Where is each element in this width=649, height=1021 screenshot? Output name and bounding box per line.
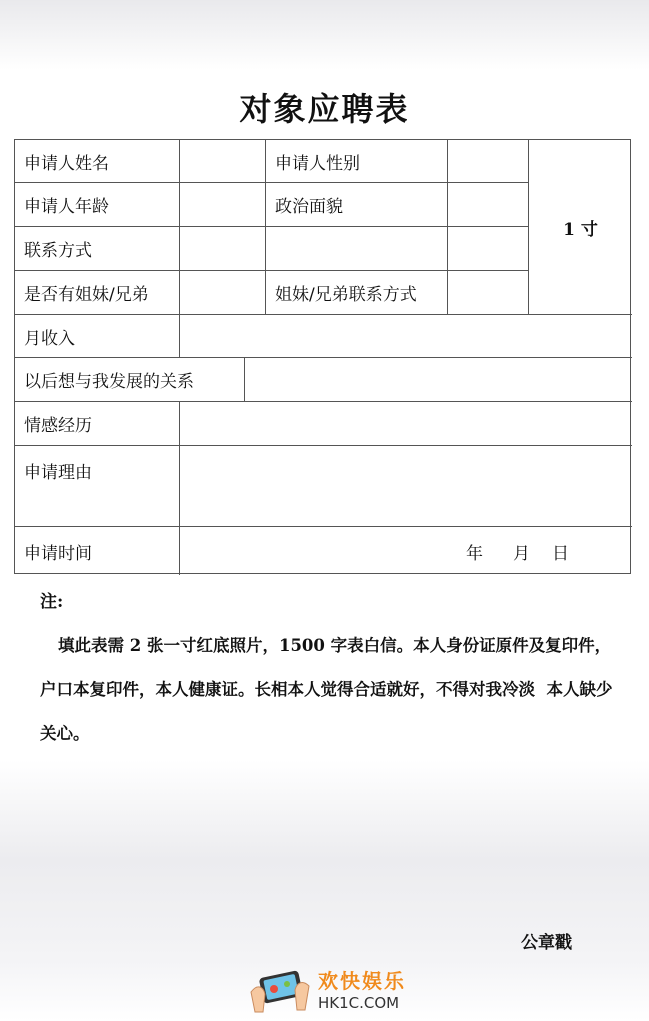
political-field[interactable]	[448, 183, 529, 227]
phone-gaming-icon	[247, 962, 313, 1018]
siblings-label: 是否有姐妹/兄弟	[15, 271, 180, 315]
contact-extra-field[interactable]	[266, 227, 448, 271]
application-form-table	[14, 139, 631, 574]
year-label: 年	[466, 543, 483, 564]
income-field[interactable]	[180, 315, 632, 358]
day-label: 日	[552, 543, 569, 564]
relation-label: 以后想与我发展的关系	[15, 358, 245, 402]
contact-field[interactable]	[180, 227, 266, 271]
siblings-field[interactable]	[180, 271, 266, 315]
age-label: 申请人年龄	[15, 183, 180, 227]
notes-label: 注:	[40, 592, 64, 612]
photo-box[interactable]: 1 寸	[529, 140, 632, 315]
sibling-contact-field[interactable]	[448, 271, 529, 315]
emotion-label: 情感经历	[15, 402, 180, 446]
form-title: 对象应聘表	[239, 90, 410, 128]
age-field[interactable]	[180, 183, 266, 227]
political-label: 政治面貌	[266, 183, 448, 227]
watermark-brand-cn: 欢快娱乐	[318, 969, 406, 993]
sibling-contact-label: 姐妹/兄弟联系方式	[266, 271, 448, 315]
official-stamp-label: 公章戳	[521, 933, 572, 953]
reason-field[interactable]	[180, 446, 632, 527]
notes-text: 填此表需 2 张一寸红底照片，1500 字表白信。本人身份证原件及复印件，户口本复印件，本人健康证。长相本人觉得合适就好，不得对我冷淡 本人缺少关心。	[40, 636, 613, 743]
emotion-field[interactable]	[180, 402, 632, 446]
contact-label: 联系方式	[15, 227, 180, 271]
income-label: 月收入	[15, 315, 180, 358]
time-label: 申请时间	[15, 527, 180, 575]
time-field[interactable]	[180, 527, 632, 575]
name-field[interactable]	[180, 140, 266, 183]
contact-extra-field-2[interactable]	[448, 227, 529, 271]
gender-field[interactable]	[448, 140, 529, 183]
reason-label: 申请理由	[15, 446, 180, 527]
relation-field[interactable]	[245, 358, 632, 402]
watermark-brand-en: HK1C.COM	[318, 994, 400, 1012]
gender-label: 申请人性别	[266, 140, 448, 183]
name-label: 申请人姓名	[15, 140, 180, 183]
month-label: 月	[513, 543, 530, 564]
